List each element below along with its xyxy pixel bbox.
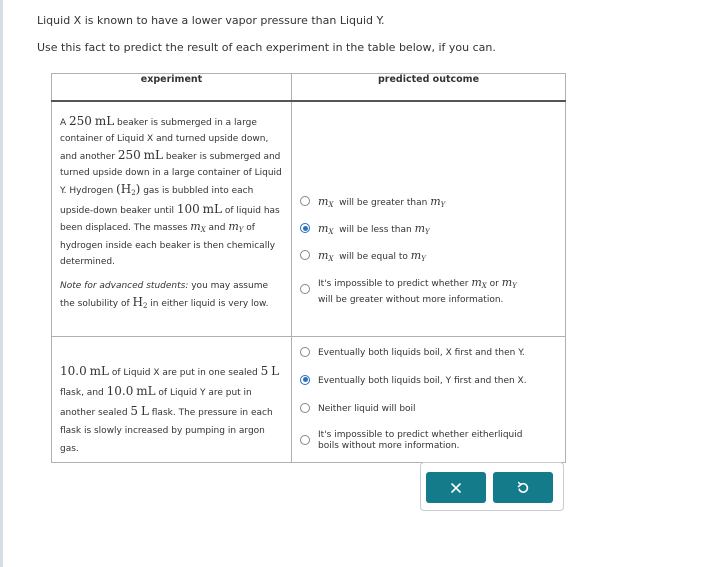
experiment-header: experiment <box>52 74 292 102</box>
action-bar <box>420 462 564 511</box>
experiment-2-description: 10.0 mL of Liquid X are put in one sealed 5 L flask, and 10.0 mL of Liquid Y are put in another sealed 5 L flask. The pressure in each flask is slowly increased by pumping in argon gas. <box>52 336 292 462</box>
radio-greater[interactable] <box>300 196 310 206</box>
option-less[interactable]: $m_X$ will be less than $m_Y$ <box>300 222 565 239</box>
intro-line-2: Use this fact to predict the result of each experiment in the table below, if you can. <box>37 41 496 54</box>
experiment-table <box>51 73 566 463</box>
option-neither[interactable]: Neither liquid will boil <box>300 402 565 416</box>
radio-neither[interactable] <box>300 403 310 413</box>
option-y-first[interactable]: Eventually both liquids boil, Y first and then X. <box>300 374 565 388</box>
clear-button[interactable] <box>426 472 486 503</box>
undo-icon <box>516 481 530 495</box>
left-edge-bar <box>0 0 3 567</box>
experiment-1-description: A 250 mL beaker is submerged in a large container of Liquid X and turned upside down, and another 250 mL beaker is submerged and turned upside down in a large container of Liquid Y. Hydrogen $(H_2)$ gas is bubbled into each upside-down beaker until 100 mL of liquid has been displaced. The masses $m_X$ and $m_Y$ of hydrogen inside each beaker is then chemically determined. Note for advanced students: you may assume the solubility of $H_2$ in either liquid is very low. <box>52 101 292 336</box>
close-icon <box>450 482 462 494</box>
option-impossible[interactable]: It's impossible to predict whether $m_X$ or $m_Y$ will be greater without more information. <box>300 276 565 307</box>
radio-equal[interactable] <box>300 250 310 260</box>
option-greater[interactable]: $m_X$ will be greater than $m_Y$ <box>300 195 565 212</box>
radio-y-first-selected[interactable] <box>300 375 310 385</box>
radio-x-first[interactable] <box>300 347 310 357</box>
option-equal[interactable]: $m_X$ will be equal to $m_Y$ <box>300 249 565 266</box>
radio-impossible-boil[interactable] <box>300 435 310 445</box>
undo-button[interactable] <box>493 472 553 503</box>
intro-line-1: Liquid X is known to have a lower vapor pressure than Liquid Y. <box>37 14 385 27</box>
advanced-note: Note for advanced students: you may assume the solubility of $H_2$ in either liquid is very low. <box>60 281 269 310</box>
radio-less-selected[interactable] <box>300 223 310 233</box>
option-x-first[interactable]: Eventually both liquids boil, X first and then Y. <box>300 346 565 360</box>
radio-impossible[interactable] <box>300 284 310 294</box>
option-impossible-boil[interactable]: It's impossible to predict whether eitherliquid boils without more information. <box>300 430 565 452</box>
predicted-outcome-header: predicted outcome <box>292 74 566 102</box>
experiment-2-options <box>292 336 566 462</box>
experiment-1-options <box>292 101 566 336</box>
